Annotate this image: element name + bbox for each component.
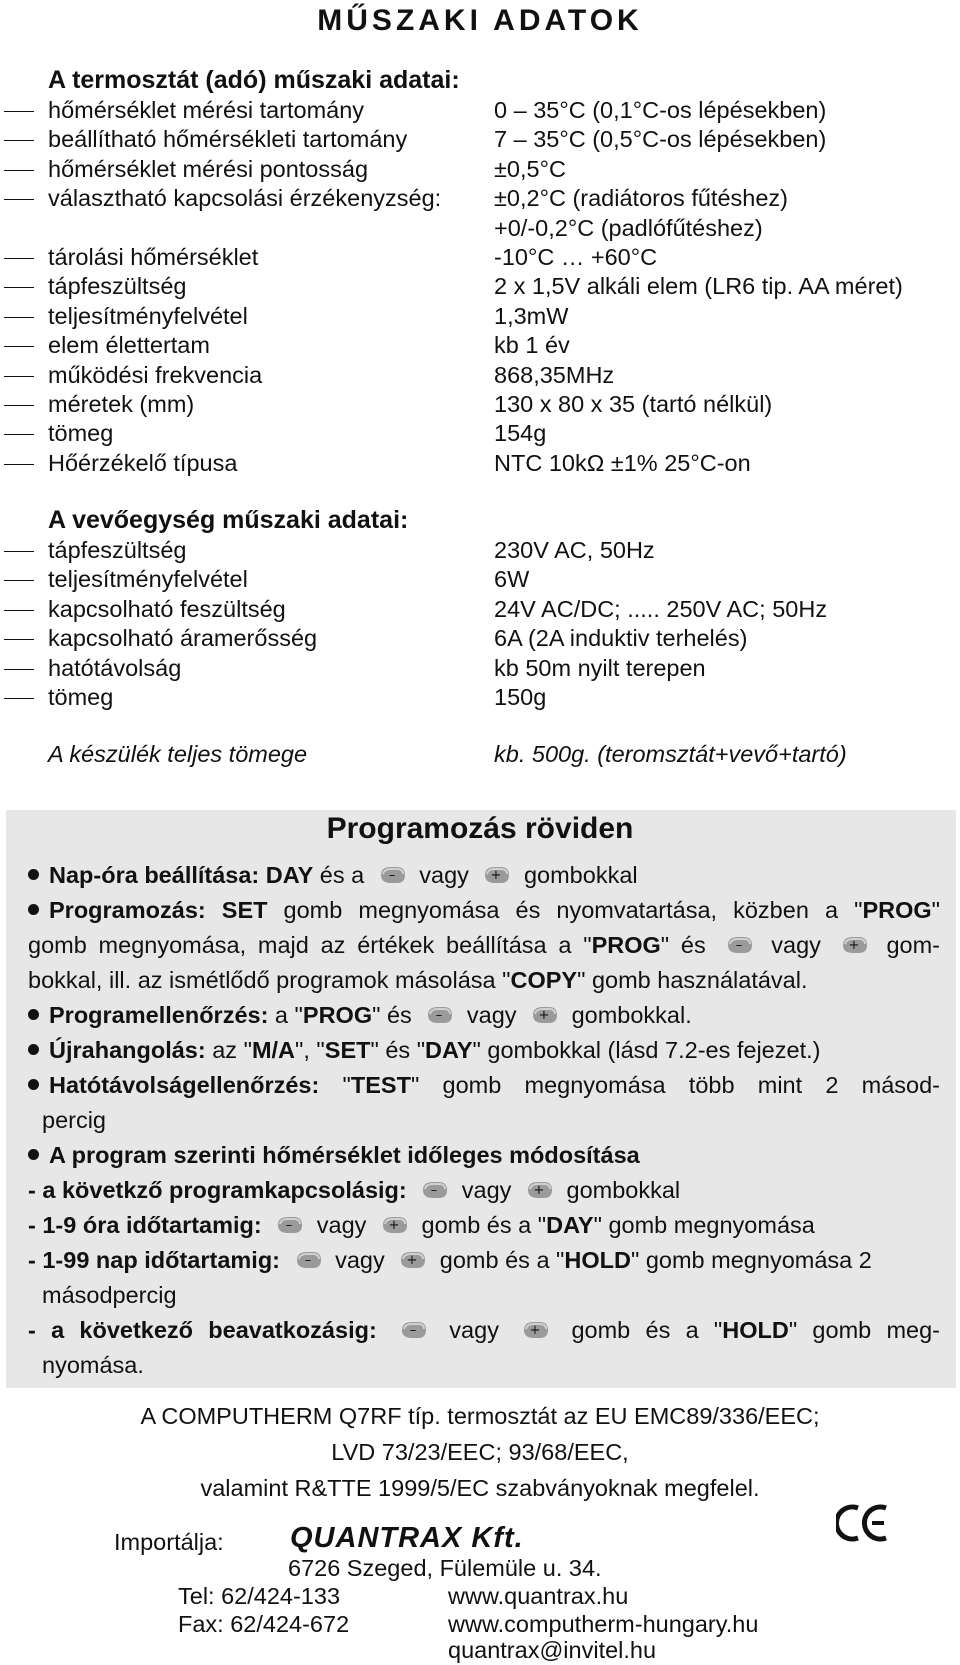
plus-button-icon: [520, 1319, 550, 1341]
spec-value: +0/-0,2°C (padlófűtéshez): [494, 214, 763, 241]
compliance-line-2: LVD 73/23/EEC; 93/68/EEC,: [331, 1439, 629, 1465]
spec-value: 7 – 35°C (0,5°C-os lépésekben): [494, 126, 827, 153]
plus-button-icon: [524, 1179, 554, 1201]
spec-label: beállítható hőmérsékleti tartomány: [48, 126, 408, 153]
spec-value: kb 50m nyilt terepen: [494, 654, 706, 681]
spec-label: kapcsolható feszültség: [48, 595, 286, 622]
page-title: MŰSZAKI ADATOK: [317, 4, 643, 37]
compliance-line-3: valamint R&TTE 1999/5/EC szabványoknak megfelel.: [200, 1475, 760, 1501]
svg-text:+: +: [406, 1252, 418, 1268]
dash-icon: [4, 551, 34, 552]
prog-line-set-2: gomb megnyomása, majd az értékek beállítása a "PROG" és – vagy + gom-: [28, 932, 940, 958]
dash-icon: [4, 639, 34, 640]
dash-icon: [4, 346, 34, 347]
spec-row: [0, 390, 960, 419]
minus-button-icon: [398, 1319, 428, 1341]
spec-row: [0, 449, 960, 478]
minus-button-icon: [424, 1004, 454, 1026]
spec-value: 130 x 80 x 35 (tartó nélkül): [494, 391, 773, 417]
prog-line-check: Programellenőrzés: a "PROG" és – vagy + gombokkal.: [28, 998, 940, 1033]
spec-value: 24V AC/DC; ..... 250V AC; 50Hz: [494, 595, 828, 622]
prog-line-range-check-2: percig: [42, 1107, 107, 1133]
bullet-icon: [28, 1079, 39, 1090]
minus-button-icon: [377, 864, 407, 886]
svg-text:–: –: [409, 1322, 417, 1338]
spec-label: hőmérséklet mérési pontosság: [48, 155, 369, 182]
spec-row: [0, 302, 960, 331]
svg-text:+: +: [529, 1322, 541, 1338]
spec-row: [0, 184, 960, 213]
spec-value: 2 x 1,5V alkáli elem (LR6 tip. AA méret): [494, 273, 903, 300]
compliance-line-1: A COMPUTHERM Q7RF típ. termosztát az EU EMC89/336/EEC;: [140, 1403, 820, 1429]
spec-value: -10°C … +60°C: [494, 244, 658, 270]
prog-line-day: Nap-óra beállítása: DAY és a – vagy + gombokkal: [28, 858, 940, 893]
spec-row: [0, 565, 960, 594]
spec-row: [0, 155, 960, 184]
spec-row: [0, 654, 960, 683]
spec-label: elem élettertam: [48, 332, 210, 359]
prog-line-retune: Újrahangolás: az "M/A", "SET" és "DAY" gombokkal (lásd 7.2-es fejezet.): [28, 1033, 940, 1068]
dash-icon: [4, 405, 34, 406]
svg-text:–: –: [436, 1007, 443, 1023]
plus-button-icon: [397, 1249, 427, 1271]
spec-row: [0, 595, 960, 624]
spec-label: hőmérséklet mérési tartomány: [48, 97, 365, 123]
minus-button-icon: [419, 1179, 449, 1201]
spec-label: működési frekvencia: [48, 361, 263, 388]
dash-icon: [4, 170, 34, 171]
dash-icon: [4, 376, 34, 377]
spec-value: 6A (2A induktiv terhelés): [494, 625, 748, 652]
programming-title: Programozás röviden: [326, 812, 634, 845]
dash-icon: [4, 669, 34, 670]
prog-line-days-2: másodpercig: [42, 1282, 177, 1308]
prog-line-set-3: bokkal, ill. az ismétlődő programok másolása "COPY" gomb használatával.: [28, 967, 808, 993]
plus-button-icon: [481, 864, 511, 886]
company-tel: Tel: 62/424-133: [178, 1583, 341, 1609]
spec-value: ±0,2°C (radiátoros fűtéshez): [494, 185, 788, 212]
dash-icon: [4, 140, 34, 141]
dash-icon: [4, 287, 34, 288]
spec-label: tömeg: [48, 420, 114, 447]
spec-value: 230V AC, 50Hz: [494, 537, 655, 563]
spec-row: [0, 331, 960, 360]
plus-button-icon: [839, 934, 869, 956]
prog-line-next-intervention-2: nyomása.: [42, 1352, 144, 1378]
total-weight-value: kb. 500g. (teromsztát+vevő+tartó): [494, 741, 847, 767]
spec-label: Hőérzékelő típusa: [48, 449, 238, 476]
bullet-icon: [28, 904, 39, 915]
spec-value: kb 1 év: [494, 332, 570, 359]
email-link[interactable]: quantrax@invitel.hu: [448, 1637, 657, 1663]
bullet-icon: [28, 869, 39, 880]
plus-button-icon: [529, 1004, 559, 1026]
spec-value: NTC 10kΩ ±1% 25°C-on: [494, 449, 751, 476]
prog-line-temp-heading: A program szerinti hőmérséklet időleges módosítása: [28, 1138, 940, 1173]
receiver-heading: A vevőegység műszaki adatai:: [48, 506, 409, 534]
svg-text:–: –: [735, 937, 742, 953]
svg-text:+: +: [388, 1217, 400, 1233]
website-link-1[interactable]: www.quantrax.hu: [448, 1583, 629, 1609]
spec-label: kapcsolható áramerősség: [48, 625, 318, 652]
thermostat-heading: A termosztát (adó) műszaki adatai:: [48, 66, 460, 94]
importer-label: Importálja:: [114, 1529, 224, 1555]
spec-value: 6W: [494, 566, 530, 593]
spec-label: tömeg: [48, 684, 114, 710]
dash-icon: [4, 464, 34, 465]
total-weight-label: A készülék teljes tömege: [48, 741, 308, 767]
dash-icon: [4, 199, 34, 200]
minus-button-icon: [274, 1214, 304, 1236]
website-link-2[interactable]: www.computherm-hungary.hu: [448, 1611, 759, 1637]
spec-row: [0, 683, 960, 712]
spec-label: hatótávolság: [48, 654, 182, 681]
company-fax: Fax: 62/424-672: [178, 1611, 350, 1637]
spec-value: 1,3mW: [494, 302, 569, 329]
dash-icon: [4, 580, 34, 581]
spec-label: választható kapcsolási érzékenyzség:: [48, 185, 442, 212]
svg-text:+: +: [490, 867, 502, 883]
ce-mark-icon: [836, 1502, 892, 1544]
total-weight-row: [0, 740, 960, 769]
spec-label: teljesítményfelvétel: [48, 302, 248, 329]
prog-line-next-intervention: - a következő beavatkozásig: – vagy + gomb és a "HOLD" gomb meg-: [28, 1317, 941, 1343]
spec-row: [0, 419, 960, 448]
svg-text:+: +: [848, 937, 860, 953]
spec-row: [0, 536, 960, 565]
spec-row: [0, 125, 960, 154]
bullet-icon: [28, 1009, 39, 1020]
spec-label: tápfeszültség: [48, 273, 187, 300]
dash-icon: [4, 258, 34, 259]
spec-row: [0, 272, 960, 301]
prog-line-hours: - 1-9 óra időtartamig: – vagy + gomb és a "DAY" gomb megnyomása: [28, 1212, 815, 1238]
svg-text:–: –: [286, 1217, 293, 1233]
svg-text:+: +: [538, 1007, 550, 1023]
spec-row: [0, 96, 960, 125]
spec-row: [0, 361, 960, 390]
spec-label: tárolási hőmérséklet: [48, 244, 259, 270]
svg-text:–: –: [431, 1182, 438, 1198]
svg-text:–: –: [304, 1252, 311, 1268]
bullet-icon: [28, 1149, 39, 1160]
company-name: QUANTRAX Kft.: [290, 1522, 524, 1554]
dash-icon: [4, 610, 34, 611]
spec-row: [0, 214, 960, 243]
plus-button-icon: [379, 1214, 409, 1236]
company-address: 6726 Szeged, Fülemüle u. 34.: [288, 1555, 602, 1581]
spec-value: 0 – 35°C (0,1°C-os lépésekben): [494, 97, 827, 123]
spec-row: [0, 243, 960, 272]
spec-label: teljesítményfelvétel: [48, 566, 248, 593]
dash-icon: [4, 317, 34, 318]
minus-button-icon: [724, 934, 754, 956]
spec-value: 150g: [494, 684, 547, 710]
dash-icon: [4, 111, 34, 112]
dash-icon: [4, 434, 34, 435]
spec-value: 868,35MHz: [494, 361, 615, 388]
dash-icon: [4, 698, 34, 699]
spec-value: 154g: [494, 420, 547, 447]
prog-line-days: - 1-99 nap időtartamig: – vagy + gomb és a "HOLD" gomb megnyomása 2: [28, 1247, 872, 1273]
spec-value: ±0,5°C: [494, 155, 566, 182]
spec-label: tápfeszültség: [48, 537, 187, 563]
svg-text:+: +: [533, 1182, 545, 1198]
prog-line-set: Programozás: SET gomb megnyomása és nyomvatartása, közben a "PROG": [28, 893, 940, 928]
svg-text:–: –: [388, 867, 395, 883]
prog-line-next-switch: - a követkző programkapcsolásig: – vagy + gombokkal: [28, 1177, 681, 1203]
minus-button-icon: [293, 1249, 323, 1271]
prog-line-range-check: Hatótávolságellenőrzés: "TEST" gomb megnyomása több mint 2 másod-: [28, 1068, 940, 1103]
bullet-icon: [28, 1044, 39, 1055]
spec-label: méretek (mm): [48, 391, 195, 417]
spec-row: [0, 624, 960, 653]
